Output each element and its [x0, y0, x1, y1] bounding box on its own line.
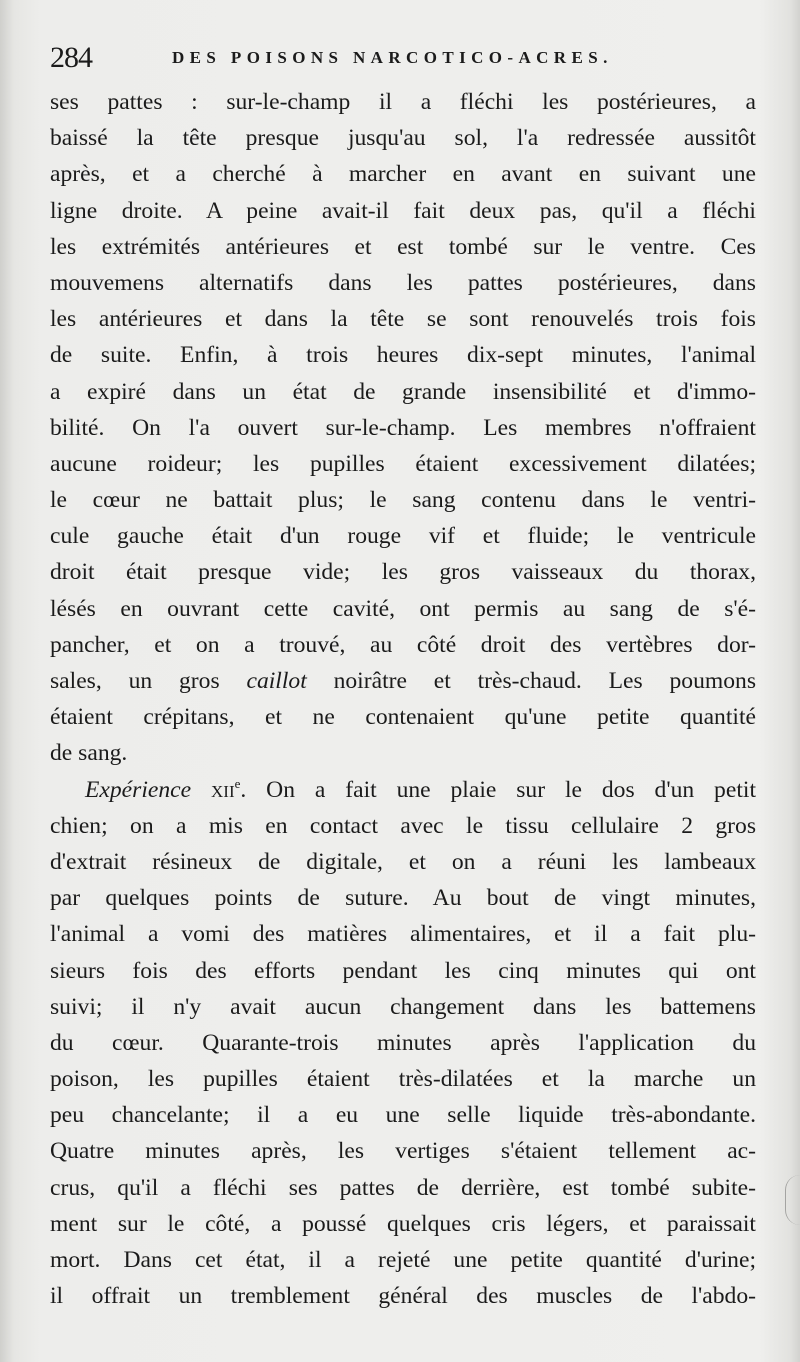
text-line: ment sur le côté, a poussé quelques cris légers, et paraissait	[50, 1210, 756, 1237]
text-line: après, et a cherché à marcher en avant en suivant une	[50, 161, 756, 188]
text-line: d'extrait résineux de digitale, et on a réuni les lambeaux	[50, 848, 756, 875]
text-line: chien; on a mis en contact avec le tissu cellulaire 2 gros	[50, 812, 756, 839]
text-line: cule gauche était d'un rouge vif et fluide; le ventricule	[50, 523, 756, 550]
text-line: il offrait un tremblement général des muscles de l'abdo-	[50, 1283, 756, 1310]
text-line: les extrémités antérieures et est tombé sur le ventre. Ces	[50, 233, 756, 260]
text-line: l'animal a vomi des matières alimentaires, et il a fait plu-	[50, 921, 756, 948]
text-line: sieurs fois des efforts pendant les cinq minutes qui ont	[50, 957, 756, 984]
running-head: DES POISONS NARCOTICO-ACRES.	[172, 48, 613, 67]
text-line: du cœur. Quarante-trois minutes après l'application du	[50, 1029, 756, 1056]
text-line: a expiré dans un état de grande insensibilité et d'immo-	[50, 378, 756, 405]
text-line: suivi; il n'y avait aucun changement dans les battemens	[50, 993, 756, 1020]
text-line: droit était presque vide; les gros vaisseaux du thorax,	[50, 559, 756, 586]
text-line: les antérieures et dans la tête se sont renouvelés trois fois	[50, 306, 756, 333]
page-header	[50, 38, 760, 88]
experience-heading-line	[50, 772, 756, 808]
text-line: mort. Dans cet état, il a rejeté une petite quantité d'urine;	[50, 1247, 756, 1273]
text-run: noirâtre et très-chaud. Les poumons	[306, 668, 756, 694]
text-line-sales	[50, 663, 756, 699]
text-line: par quelques points de suture. Au bout de vingt minutes,	[50, 885, 756, 912]
text-line: ligne droite. A peine avait-il fait deux pas, qu'il a fléchi	[50, 197, 756, 224]
text-line: poison, les pupilles étaient très-dilatées et la marche un	[50, 1066, 756, 1093]
text-line: étaient crépitans, et ne contenaient qu'une petite quantité	[50, 704, 756, 731]
italic-word-caillot: caillot	[246, 668, 307, 694]
experience-superscript: e	[234, 775, 241, 791]
text-line: de sang.	[50, 740, 128, 767]
text-line: crus, qu'il a fléchi ses pattes de derrière, est tombé subite-	[50, 1174, 756, 1201]
text-line: bilité. On l'a ouvert sur-le-champ. Les membres n'offraient	[50, 414, 756, 441]
text-line: aucune roideur; les pupilles étaient excessivement dilatées;	[50, 450, 756, 477]
text-line: lésés en ouvrant cette cavité, ont permis au sang de s'é-	[50, 595, 756, 622]
text-line: peu chancelante; il a eu une selle liquide très-abondante.	[50, 1102, 756, 1129]
experience-label: Expérience	[85, 776, 192, 803]
text-run: . On a fait une plaie sur le dos d'un petit	[240, 776, 756, 803]
text-line: baissé la tête presque jusqu'au sol, l'a redressée aussitôt	[50, 125, 756, 152]
page-number: 284	[50, 41, 92, 74]
margin-mark	[785, 1175, 800, 1225]
text-run: sales, un gros	[50, 668, 247, 694]
text-line: le cœur ne battait plus; le sang contenu dans le ventri-	[50, 487, 756, 514]
text-line: Quatre minutes après, les vertiges s'étaient tellement ac-	[50, 1138, 756, 1165]
text-line: de suite. Enfin, à trois heures dix-sept minutes, l'animal	[50, 342, 756, 369]
experience-number: xii	[211, 776, 235, 803]
text-line: pancher, et on a trouvé, au côté droit des vertèbres dor-	[50, 631, 756, 658]
text-line: mouvemens alternatifs dans les pattes postérieures, dans	[50, 269, 756, 296]
text-line: ses pattes : sur-le-champ il a fléchi les postérieures, a	[50, 89, 756, 115]
body-text	[50, 84, 756, 1314]
